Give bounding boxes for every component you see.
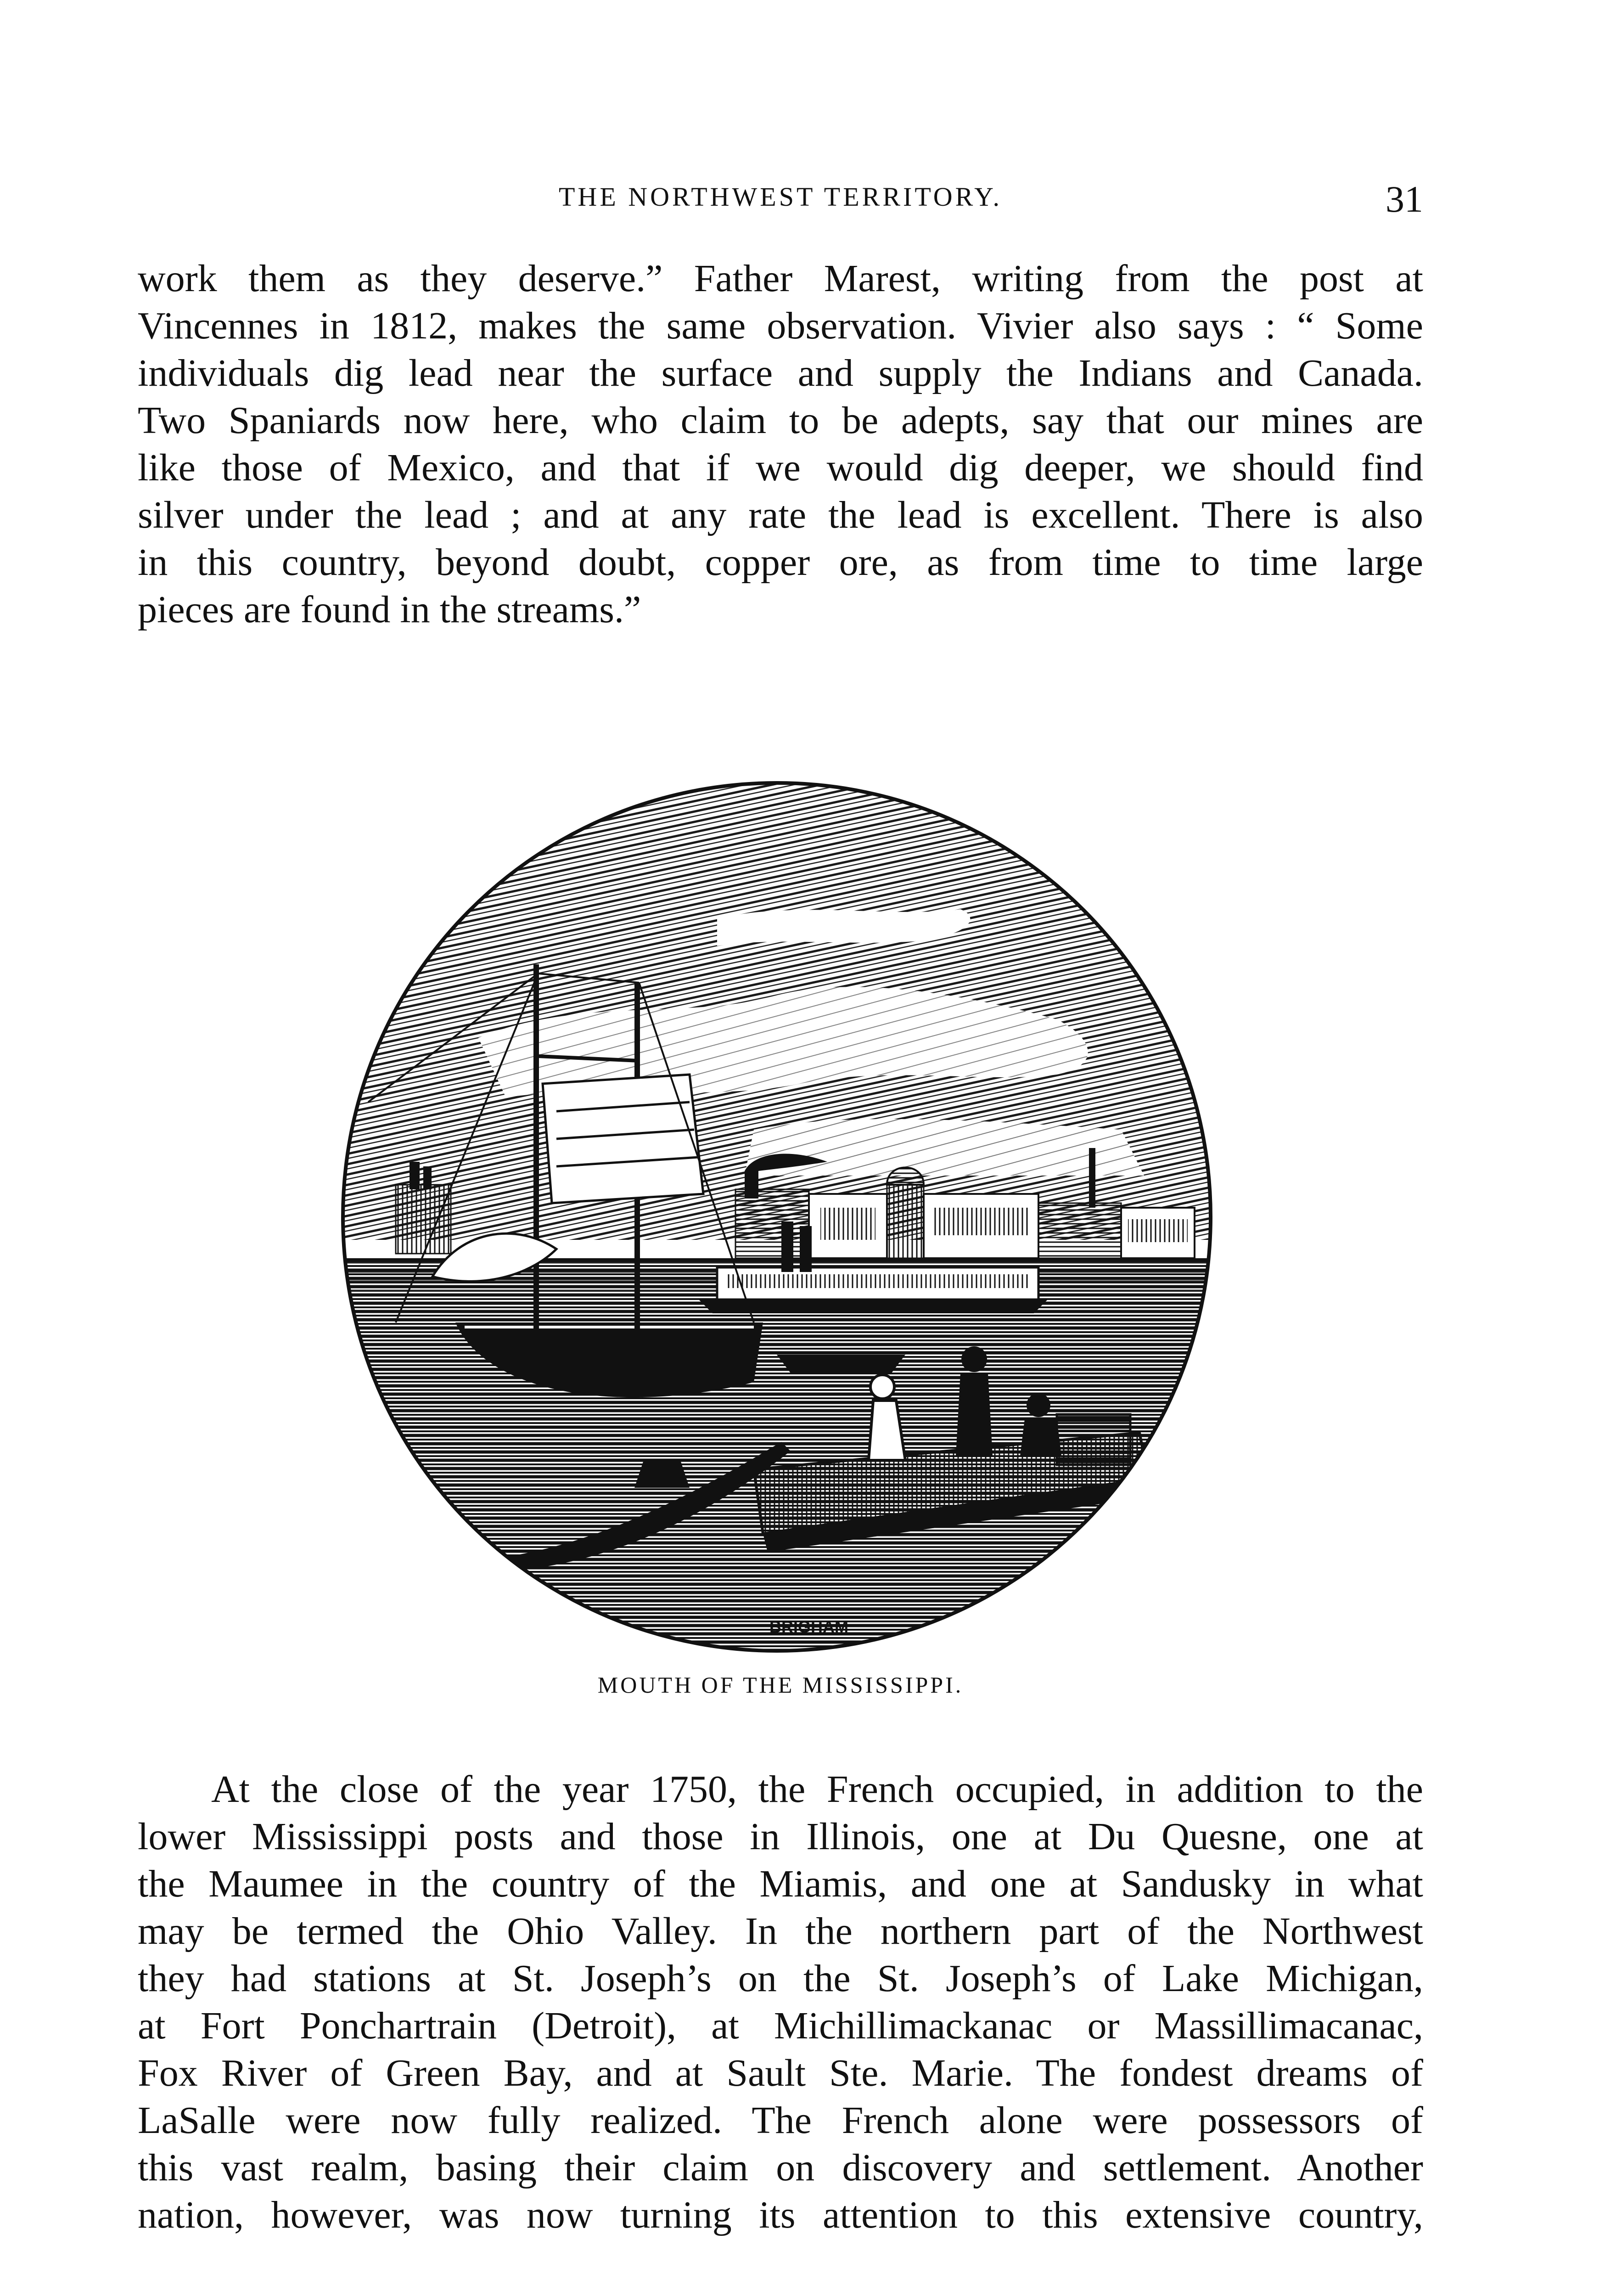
paragraph-1 [138,255,1423,633]
text-line: they had stations at St. Joseph’s on the St. Joseph’s of Lake Michigan, [138,1957,1423,2000]
text-line: in this country, beyond doubt, copper ore, as from time to time large [138,541,1423,584]
text-line: this vast realm, basing their claim on discovery and settlement. Another [138,2146,1423,2189]
buoy [634,1460,690,1488]
engraving-illustration [341,781,1213,1653]
rowboat [777,1355,905,1373]
text-line: like those of Mexico, and that if we would dig deeper, we should find [138,446,1423,489]
text-line: pieces are found in the streams.” [138,588,641,631]
text-line: Fox River of Green Bay, and at Sault Ste. Marie. The fondest dreams of [138,2052,1423,2094]
text-line: silver under the lead ; and at any rate the lead is excellent. There is also [138,494,1423,536]
running-title: THE NORTHWEST TERRITORY. [559,182,1002,212]
figure-caption: MOUTH OF THE MISSISSIPPI. [597,1672,964,1698]
text-line: lower Mississippi posts and those in Illinois, one at Du Quesne, one at [138,1815,1423,1858]
page-number: 31 [1386,178,1423,220]
text-line: Vincennes in 1812, makes the same observation. Vivier also says : “ Some [138,304,1423,347]
text-line: at Fort Ponchartrain (Detroit), at Michillimackanac or Massillimacanac, [138,2004,1423,2047]
paragraph-2 [138,1766,1423,2239]
text-line: At the close of the year 1750, the French occupied, in addition to the [211,1768,1423,1811]
text-line: the Maumee in the country of the Miamis, and one at Sandusky in what [138,1863,1423,1905]
engraving-scene [341,781,1213,1653]
engraver-signature: BRIGHAM [769,1617,848,1636]
text-line: Two Spaniards now here, who claim to be adepts, say that our mines are [138,399,1423,442]
text-line: work them as they deserve.” Father Marest, writing from the post at [138,257,1423,300]
text-line: nation, however, was now turning its attention to this extensive country, [138,2194,1423,2236]
text-line: individuals dig lead near the surface and supply the Indians and Canada. [138,352,1423,394]
text-line: LaSalle were now fully realized. The French alone were possessors of [138,2099,1423,2142]
text-line: may be termed the Ohio Valley. In the northern part of the Northwest [138,1910,1423,1953]
running-head [138,178,1423,223]
